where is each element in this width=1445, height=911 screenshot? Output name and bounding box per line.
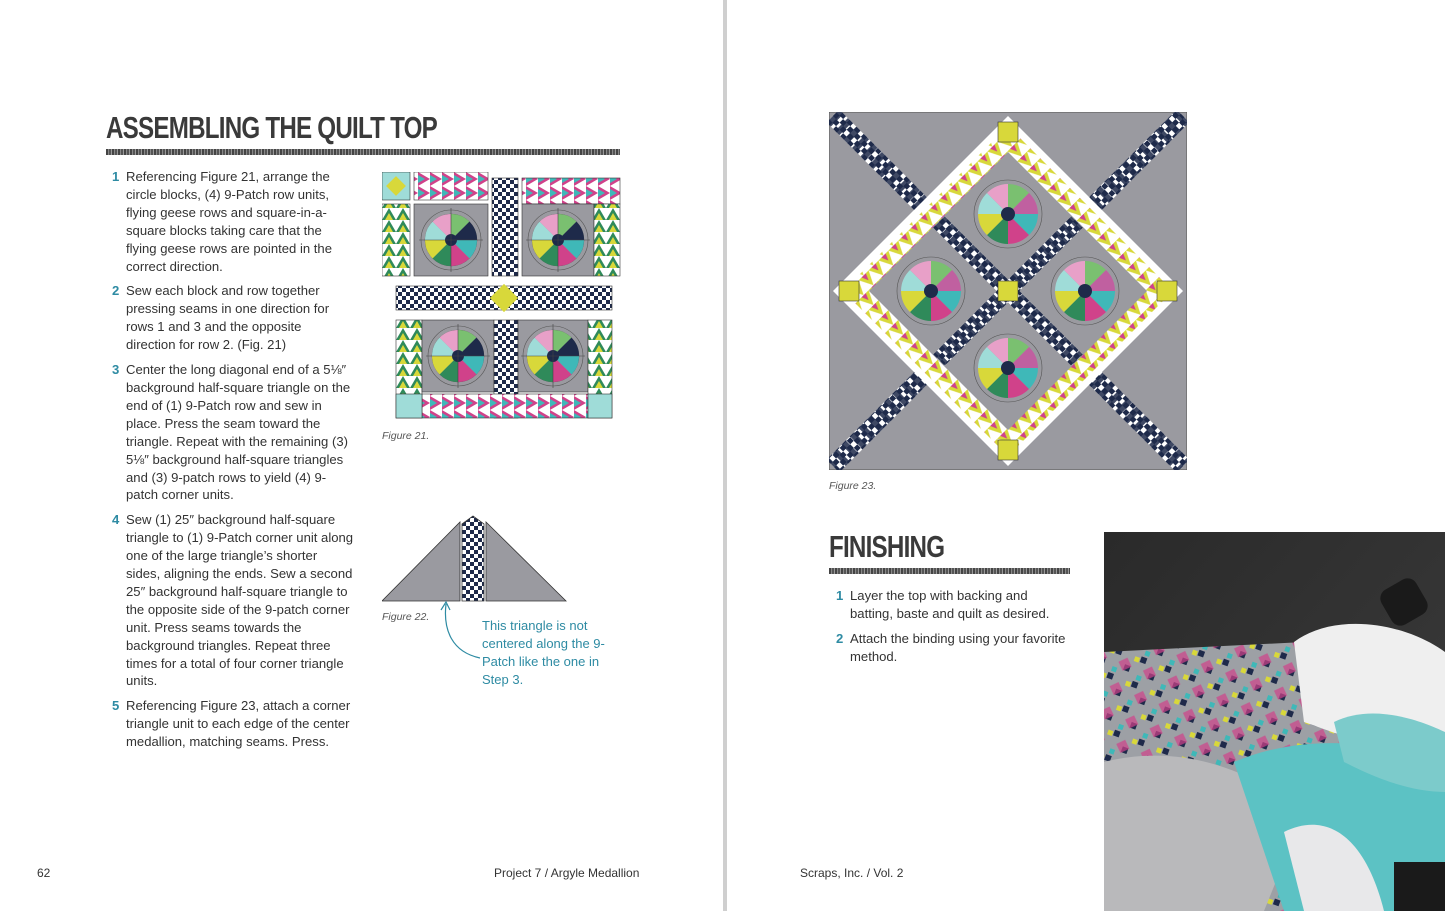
figure-23-quilt-diagram [829,112,1187,470]
step-item [106,697,354,751]
step-text: Referencing Figure 21, arrange the circle blocks, (4) 9-Patch row units, flying geese rows and square-in-a-square blocks taking care that the flying geese rows are pointed in the correct direction. [126,169,332,274]
step-item [106,361,354,504]
running-footer-right: Scraps, Inc. / Vol. 2 [800,866,904,880]
running-footer-left: Project 7 / Argyle Medallion [494,866,640,880]
right-page [727,0,1445,911]
section-heading-finishing: FINISHING [829,529,945,564]
step-text: Sew (1) 25″ background half-square triangle to (1) 9-Patch corner unit along one of the large triangle’s shorter sides, aligning the ends. Sew a second 25″ background half-square triangle to the opposite side of the 9-patch corner unit. Press seams towards the background triangles. Repeat three times for a total of four corner triangle units. [126,512,354,689]
figure-21-caption: Figure 21. [382,430,430,442]
callout-arrow [438,600,482,662]
step-text: Attach the binding using your favorite method. [850,630,1066,664]
step-number: 1 [836,588,844,603]
step-item [106,168,354,275]
step-item [106,282,354,354]
step-item [830,587,1070,623]
step-item [106,511,354,690]
figure-22-diagram [382,514,568,604]
heading-rule [106,149,620,155]
figure-22-caption: Figure 22. [382,611,430,623]
step-number: 3 [112,362,120,378]
step-text: Center the long diagonal end of a 5⅛″ background half-square triangle on the end of (1) 9-Patch row and sew in place. Press the seam toward the triangle. Repeat with the remaining (3) 5⅛″ background half-square triangles and (3) 9-patch rows to yield (4) 9-patch corner units. [126,362,351,503]
step-text: Sew each block and row together pressing seams in one direction for rows 1 and 3 and the opposite direction for row 2. (Fig. 21) [126,283,330,353]
figure-23-caption: Figure 23. [829,480,877,492]
step-number: 1 [112,169,120,184]
page-number: 62 [37,866,51,880]
figure-21-diagram [382,172,622,422]
step-text: Layer the top with backing and batting, baste and quilt as desired. [850,588,1050,621]
step-number: 5 [112,698,120,714]
assembly-steps [106,168,354,758]
heading-rule [829,568,1070,574]
step-number: 4 [112,512,120,528]
finishing-steps [830,587,1070,673]
step-number: 2 [836,630,844,646]
figure-22-note: This triangle is not centered along the 9-Patch like the one in Step 3. [482,618,605,687]
step-number: 2 [112,283,120,299]
step-item [830,630,1070,666]
quilt-photo [1104,532,1445,911]
section-heading-assembling: ASSEMBLING THE QUILT TOP [106,110,438,145]
step-text: Referencing Figure 23, attach a corner triangle unit to each edge of the center medallion, matching seams. Press. [126,698,351,750]
